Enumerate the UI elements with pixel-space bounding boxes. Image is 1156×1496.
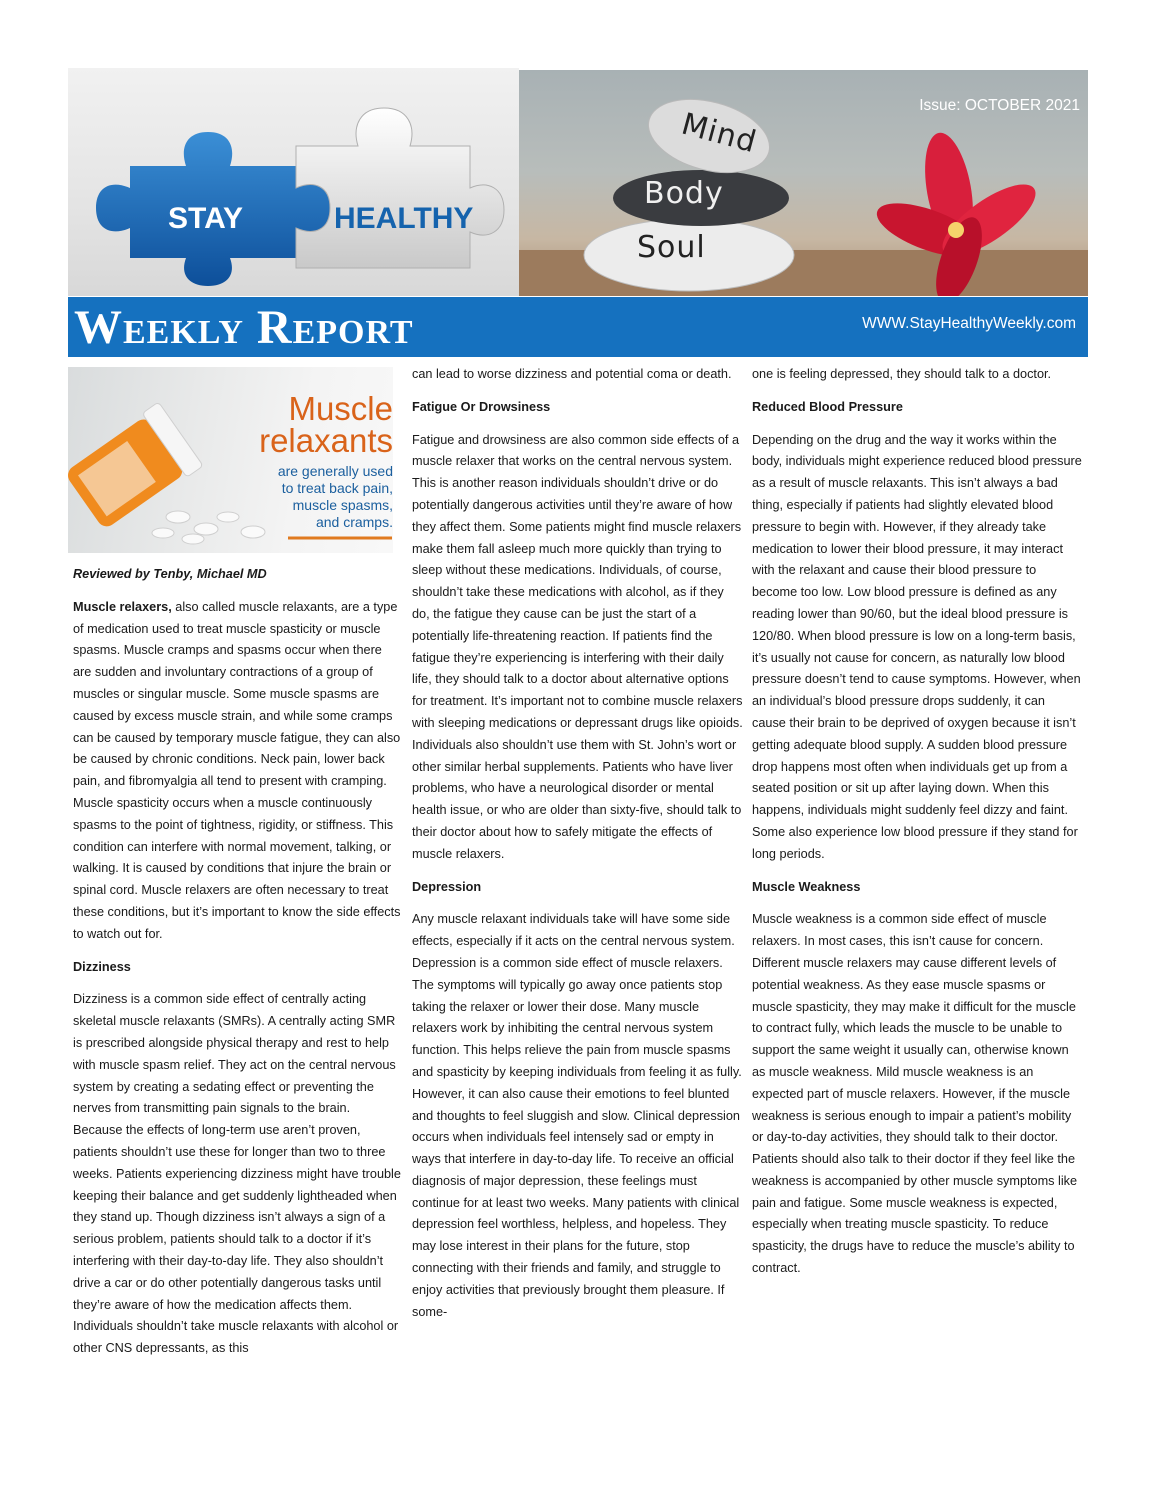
- depression-paragraph: Any muscle relaxant individuals take will have some side effects, especially if it acts on the central nervous system. Depression is a common side effect of muscle relaxers. The symptoms will typically go away once patients stop taking the relaxer or lower their dose. Many muscle relaxers work by inhibiting the central nervous system function. This helps relieve the pain from muscle spasms and spasticity by keeping individuals from feeling it as fully. However, it can also cause their emotions to feel blunted and thoughts to feel sluggish and slow. Clinical depression occurs when individuals feel intensely sad or empty in ways that interfere in day-to-day life. To receive an official diagnosis of major depression, these feelings must continue for at least two weeks. Many patients with clinical depression feel worthless, helpless, and hopeless. They may lose interest in their plans for the future, stop connecting with their friends and family, and struggle to enjoy activities that previously brought them pleasure. If some-: [412, 912, 742, 1319]
- muscle-relaxants-image: [68, 367, 393, 553]
- report-title: Weekly Report: [74, 301, 414, 354]
- stay-healthy-puzzle-image: [68, 68, 519, 296]
- column-2: [412, 364, 744, 1334]
- promo-title-line2: relaxants: [259, 422, 393, 459]
- promo-line3: are generally used: [277, 463, 393, 479]
- blood-pressure-paragraph: Depending on the drug and the way it works within the body, individuals might experience reduced blood pressure as a result of muscle relaxants. This isn’t always a bad thing, especially if patients had slightly elevated blood pressure to begin with. However, if they already take medication to lower their blood pressure, it may interact with the relaxant and cause their blood pressure to become too low. Low blood pressure is defined as any reading lower than 90/60, but the ideal blood pressure is 120/80. When blood pressure is low on a long-term basis, it’s usually not cause for concern, as naturally low blood pressure doesn’t tend to cause symptoms. However, when an individual’s blood pressure drops suddenly, it can cause their brain to be deprived of oxygen because it isn’t getting adequate blood supply. A sudden blood pressure drop happens most often when individuals get up from a seated position or sit up after laying down. When this happens, individuals might suddenly feel dizzy and faint. Some also experience low blood pressure if they stand for long periods.: [752, 432, 1082, 861]
- issue-date: Issue: OCTOBER 2021: [919, 97, 1080, 114]
- report-banner: [68, 297, 1088, 357]
- puzzle-healthy-text: HEALTHY: [334, 202, 474, 235]
- promo-title-line1: Muscle: [288, 390, 393, 427]
- pills-icon: [152, 511, 265, 544]
- puzzle-graphic: [68, 68, 519, 296]
- puzzle-stay-text: STAY: [168, 202, 244, 235]
- promo-line6: and cramps.: [315, 514, 393, 530]
- stone-body-text: Body: [644, 176, 724, 211]
- depression-paragraph-continued: one is feeling depressed, they should talk to a doctor.: [752, 367, 1052, 381]
- mind-body-soul-image: [519, 70, 1088, 296]
- heading-blood-pressure: Reduced Blood Pressure: [752, 399, 903, 414]
- muscle-weakness-paragraph: Muscle weakness is a common side effect of muscle relaxers. In most cases, this isn’t cause for concern. Different muscle relaxers may cause different levels of potential weakness. As they ease muscle spasms or muscle spasticity, they may make it difficult for the muscle to contract fully, which leads the muscle to be unable to support the same weight it usually can, otherwise known as muscle weakness. Mild muscle weakness is an expected part of muscle relaxers. However, if the muscle weakness is serious enough to impair a patient’s mobility or day-to-day activities, they should talk to their doctor. Patients should also talk to their doctor if they feel like the weakness is accompanied by other muscle symptoms like pain and fatigue. Some muscle weakness is expected, especially when treating muscle spasticity. To reduce spasticity, the drugs have to reduce the muscle’s ability to contract.: [752, 912, 1078, 1276]
- byline: Reviewed by Tenby, Michael MD: [73, 567, 267, 581]
- heading-muscle-weakness: Muscle Weakness: [752, 879, 861, 894]
- promo-line5: muscle spasms,: [292, 497, 393, 513]
- grey-puzzle-piece: [296, 108, 504, 268]
- stone-mind-text: Mind: [677, 106, 761, 161]
- column-3: [752, 364, 1082, 1291]
- website-link[interactable]: WWW.StayHealthyWeekly.com: [862, 315, 1076, 332]
- intro-lead: Muscle relaxers,: [73, 599, 172, 614]
- heading-fatigue: Fatigue Or Drowsiness: [412, 399, 551, 414]
- heading-depression: Depression: [412, 879, 482, 894]
- intro-body: also called muscle relaxants, are a type of medication used to treat muscle spasticity or muscle spasms. Muscle cramps and spasms occur when there are sudden and involuntary contractions of a group of muscles or singular muscle. Some muscle spasms are caused by excess muscle strain, and while some cramps can be caused by temporary muscle fatigue, they can also be caused by chronic conditions. Neck pain, lower back pain, and fibromyalgia all tend to present with cramping. Muscle spasticity occurs when a muscle continuously spasms to the point of tightness, rigidity, or stiffness. This condition can interfere with normal movement, talking, or walking. It is caused by conditions that injure the brain or spinal cord. Muscle relaxers are often necessary to treat these conditions, but it’s important to know the side effects to watch out for.: [73, 599, 401, 941]
- column-1: [73, 564, 403, 1371]
- heading-dizziness: Dizziness: [73, 959, 131, 974]
- dizziness-paragraph: Dizziness is a common side effect of centrally acting skeletal muscle relaxants (SMRs). A centrally acting SMR is prescribed alongside physical therapy and rest to help with muscle spasm relief. They act on the central nervous system by creating a sedating effect or preventing the nerves from transmitting pain signals to the brain. Because the effects of long-term use aren’t proven, patients shouldn’t use these for longer than two to three weeks. Patients experiencing dizziness might have trouble keeping their balance and get suddenly lightheaded when they stand up. Though dizziness isn’t always a sign of a serious problem, patients should talk to a doctor if it’s interfering with their day-to-day life. They also shouldn’t drive a car or do other potentially dangerous tasks until they’re aware of how the medication affects them. Individuals shouldn’t take muscle relaxants with alcohol or other CNS depressants, as this: [73, 992, 401, 1356]
- stone-soul-text: Soul: [637, 230, 706, 265]
- fatigue-paragraph: Fatigue and drowsiness are also common side effects of a muscle relaxer that works on the central nervous system. This is another reason individuals shouldn’t drive or do potentially dangerous activities until they’re aware of how they affect them. Some patients might find muscle relaxers make them fall asleep much more quickly than trying to sleep without these medications. Individuals, of course, shouldn’t take these medications with alcohol, as if they do, the fatigue they cause can be just the start of a potentially life-threatening reaction. If patients find the fatigue they’re experiencing is interfering with their daily life, they should talk to a doctor about alternative options for treatment. It’s important not to combine muscle relaxers with sleeping medications or depressant drugs like opioids. Individuals also shouldn’t use them with St. John’s wort or other similar herbal supplements. Patients who have liver problems, who have a neurological disorder or mental health issue, or who are older than sixty-five, should talk to their doctor about how to safely mitigate the effects of muscle relaxers.: [412, 432, 743, 861]
- promo-line4: to treat back pain,: [281, 480, 393, 496]
- dizziness-paragraph-continued: can lead to worse dizziness and potential coma or death.: [412, 367, 732, 381]
- intro-paragraph: [73, 597, 403, 946]
